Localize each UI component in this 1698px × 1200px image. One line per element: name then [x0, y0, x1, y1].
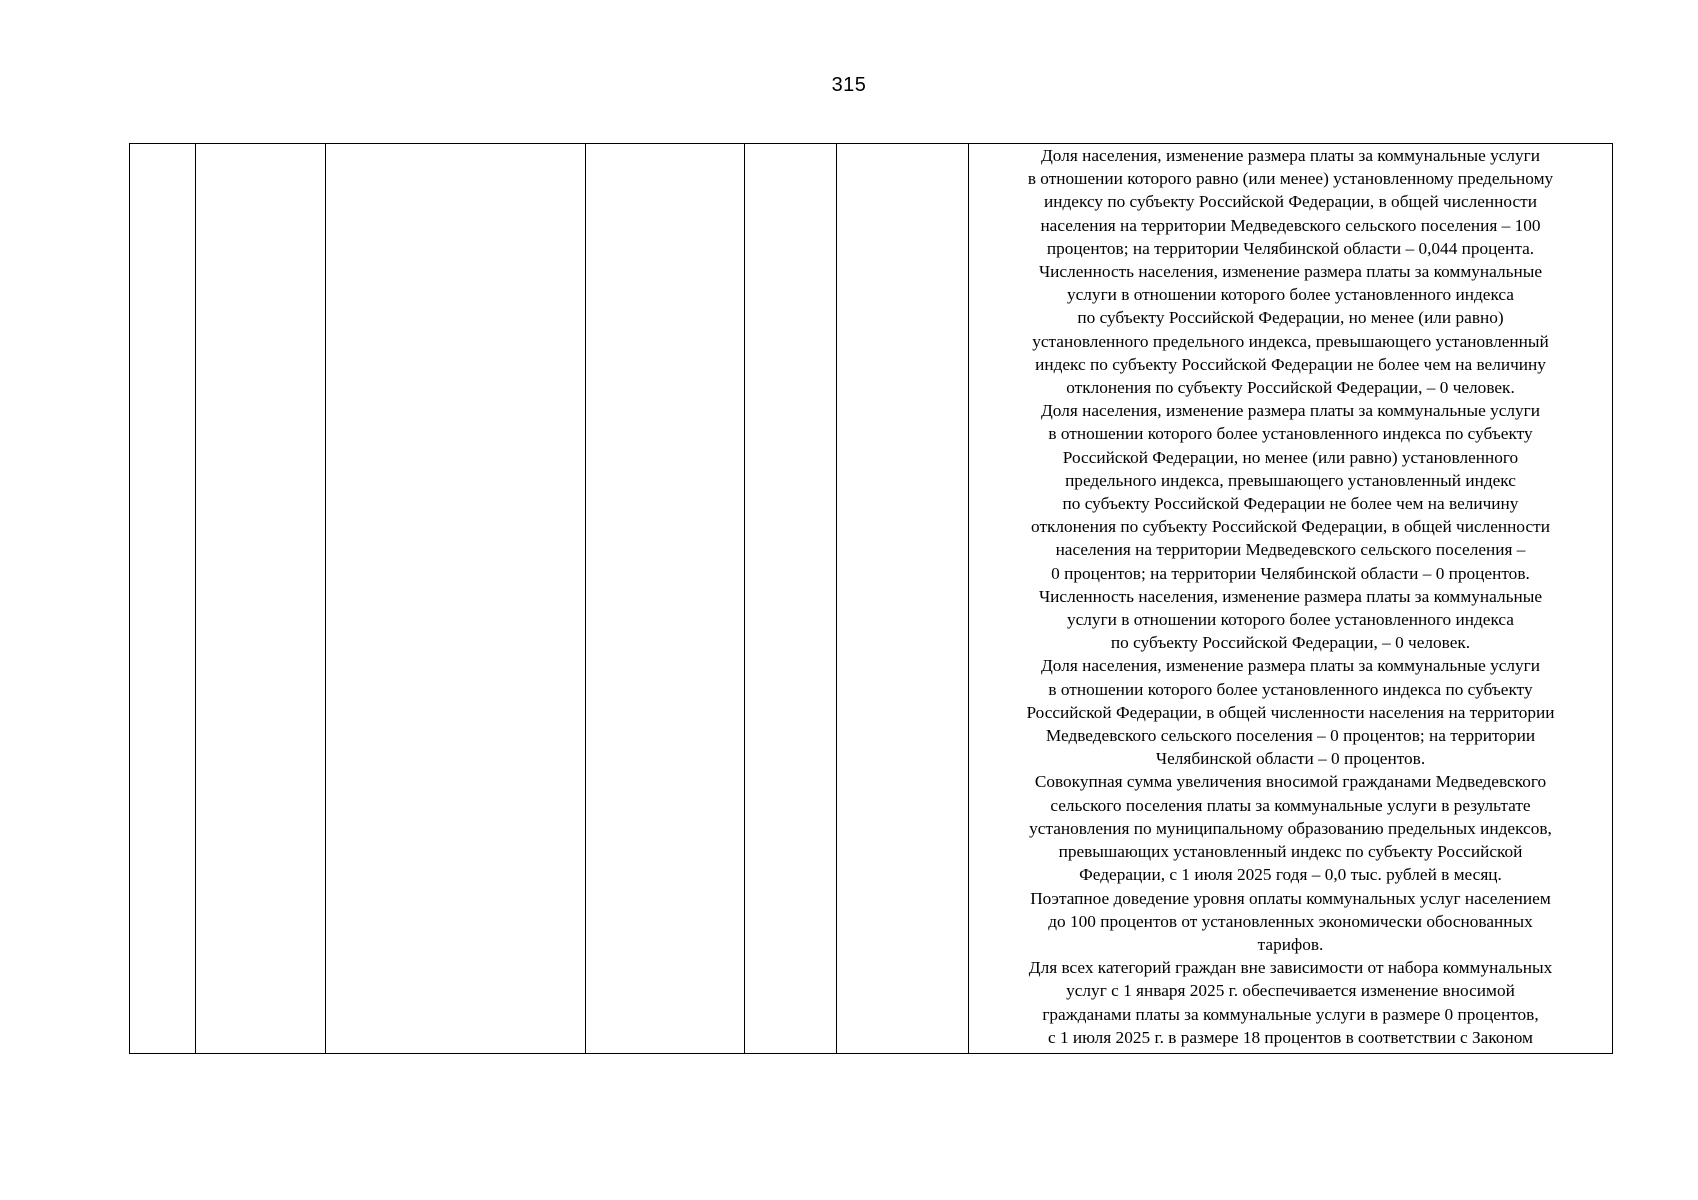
- data-table: [129, 143, 1613, 1054]
- table-row: [130, 144, 1613, 1054]
- text-line: Российской Федерации, в общей численности населения на территории: [1026, 702, 1555, 722]
- text-line: установленного предельного индекса, превышающего установленный: [1032, 331, 1549, 351]
- text-line: услуг с 1 января 2025 г. обеспечивается изменение вносимой: [1066, 981, 1515, 1001]
- text-line: 0 процентов; на территории Челябинской области – 0 процентов.: [1051, 563, 1530, 583]
- text-line: услуги в отношении которого более установленного индекса: [1067, 285, 1514, 305]
- text-line: по субъекту Российской Федерации не более чем на величину: [1062, 494, 1519, 514]
- text-line: отклонения по субъекту Российской Федерации, в общей численности: [1031, 517, 1550, 537]
- table-cell-col-2: [196, 144, 326, 1054]
- text-line: отклонения по субъекту Российской Федерации, – 0 человек.: [1066, 378, 1515, 398]
- text-line: предельного индекса, превышающего установленный индекс: [1065, 470, 1516, 490]
- text-line: гражданами платы за коммунальные услуги в размере 0 процентов,: [1042, 1004, 1539, 1024]
- text-line: Совокупная сумма увеличения вносимой гражданами Медведевского: [1034, 772, 1547, 792]
- text-line: Численность населения, изменение размера платы за коммунальные: [1038, 262, 1543, 282]
- text-line: Российской Федерации, но менее (или равно) установленного: [1062, 447, 1519, 467]
- text-line: сельского поселения платы за коммунальные услуги в результате: [1050, 795, 1531, 815]
- page-number: 315: [831, 74, 867, 96]
- text-line: индекс по субъекту Российской Федерации не более чем на величину: [1035, 354, 1546, 374]
- text-line: превышающих установленный индекс по субъекту Российской: [1058, 842, 1523, 862]
- table-cell-col-5: [745, 144, 837, 1054]
- text-line: в отношении которого более установленного индекса по субъекту: [1048, 424, 1533, 444]
- text-line: установления по муниципальному образованию предельных индексов,: [1029, 818, 1552, 838]
- text-line: в отношении которого более установленного индекса по субъекту: [1048, 679, 1533, 699]
- text-line: Федерации, с 1 июля 2025 годя – 0,0 тыс. рублей в месяц.: [1079, 865, 1502, 885]
- text-line: с 1 июля 2025 г. в размере 18 процентов в соответствии с Законом: [1047, 1027, 1533, 1047]
- table-cell-col-3: [326, 144, 586, 1054]
- text-line: населения на территории Медведевского сельского поселения – 100: [1040, 215, 1541, 235]
- text-line: населения на территории Медведевского сельского поселения –: [1055, 540, 1526, 560]
- text-line: Доля населения, изменение размера платы за коммунальные услуги: [1041, 146, 1540, 165]
- table-cell-indicators: [969, 144, 1613, 1054]
- text-line: по субъекту Российской Федерации, но менее (или равно): [1077, 308, 1504, 328]
- table-cell-col-4: [586, 144, 745, 1054]
- text-line: в отношении которого равно (или менее) установленному предельному: [1027, 169, 1554, 189]
- text-line: индексу по субъекту Российской Федерации, в общей численности: [1044, 192, 1537, 212]
- text-line: Медведевского сельского поселения – 0 процентов; на территории: [1045, 726, 1536, 746]
- text-line: Доля населения, изменение размера платы за коммунальные услуги: [1041, 401, 1540, 421]
- text-line: Челябинской области – 0 процентов.: [1155, 749, 1426, 769]
- text-line: процентов; на территории Челябинской области – 0,044 процента.: [1046, 238, 1535, 258]
- text-line: Численность населения, изменение размера платы за коммунальные: [1038, 586, 1543, 606]
- text-line: Доля населения, изменение размера платы за коммунальные услуги: [1041, 656, 1540, 676]
- text-line: тарифов.: [1257, 934, 1324, 954]
- text-line: услуги в отношении которого более установленного индекса: [1067, 610, 1514, 630]
- text-line: Поэтапное доведение уровня оплаты коммунальных услуг населением: [1030, 888, 1551, 908]
- text-line: Для всех категорий граждан вне зависимости от набора коммунальных: [1028, 958, 1553, 978]
- table-cell-col-6: [837, 144, 969, 1054]
- text-line: по субъекту Российской Федерации, – 0 человек.: [1110, 633, 1471, 653]
- table-cell-col-1: [130, 144, 196, 1054]
- text-line: до 100 процентов от установленных экономически обоснованных: [1048, 911, 1533, 931]
